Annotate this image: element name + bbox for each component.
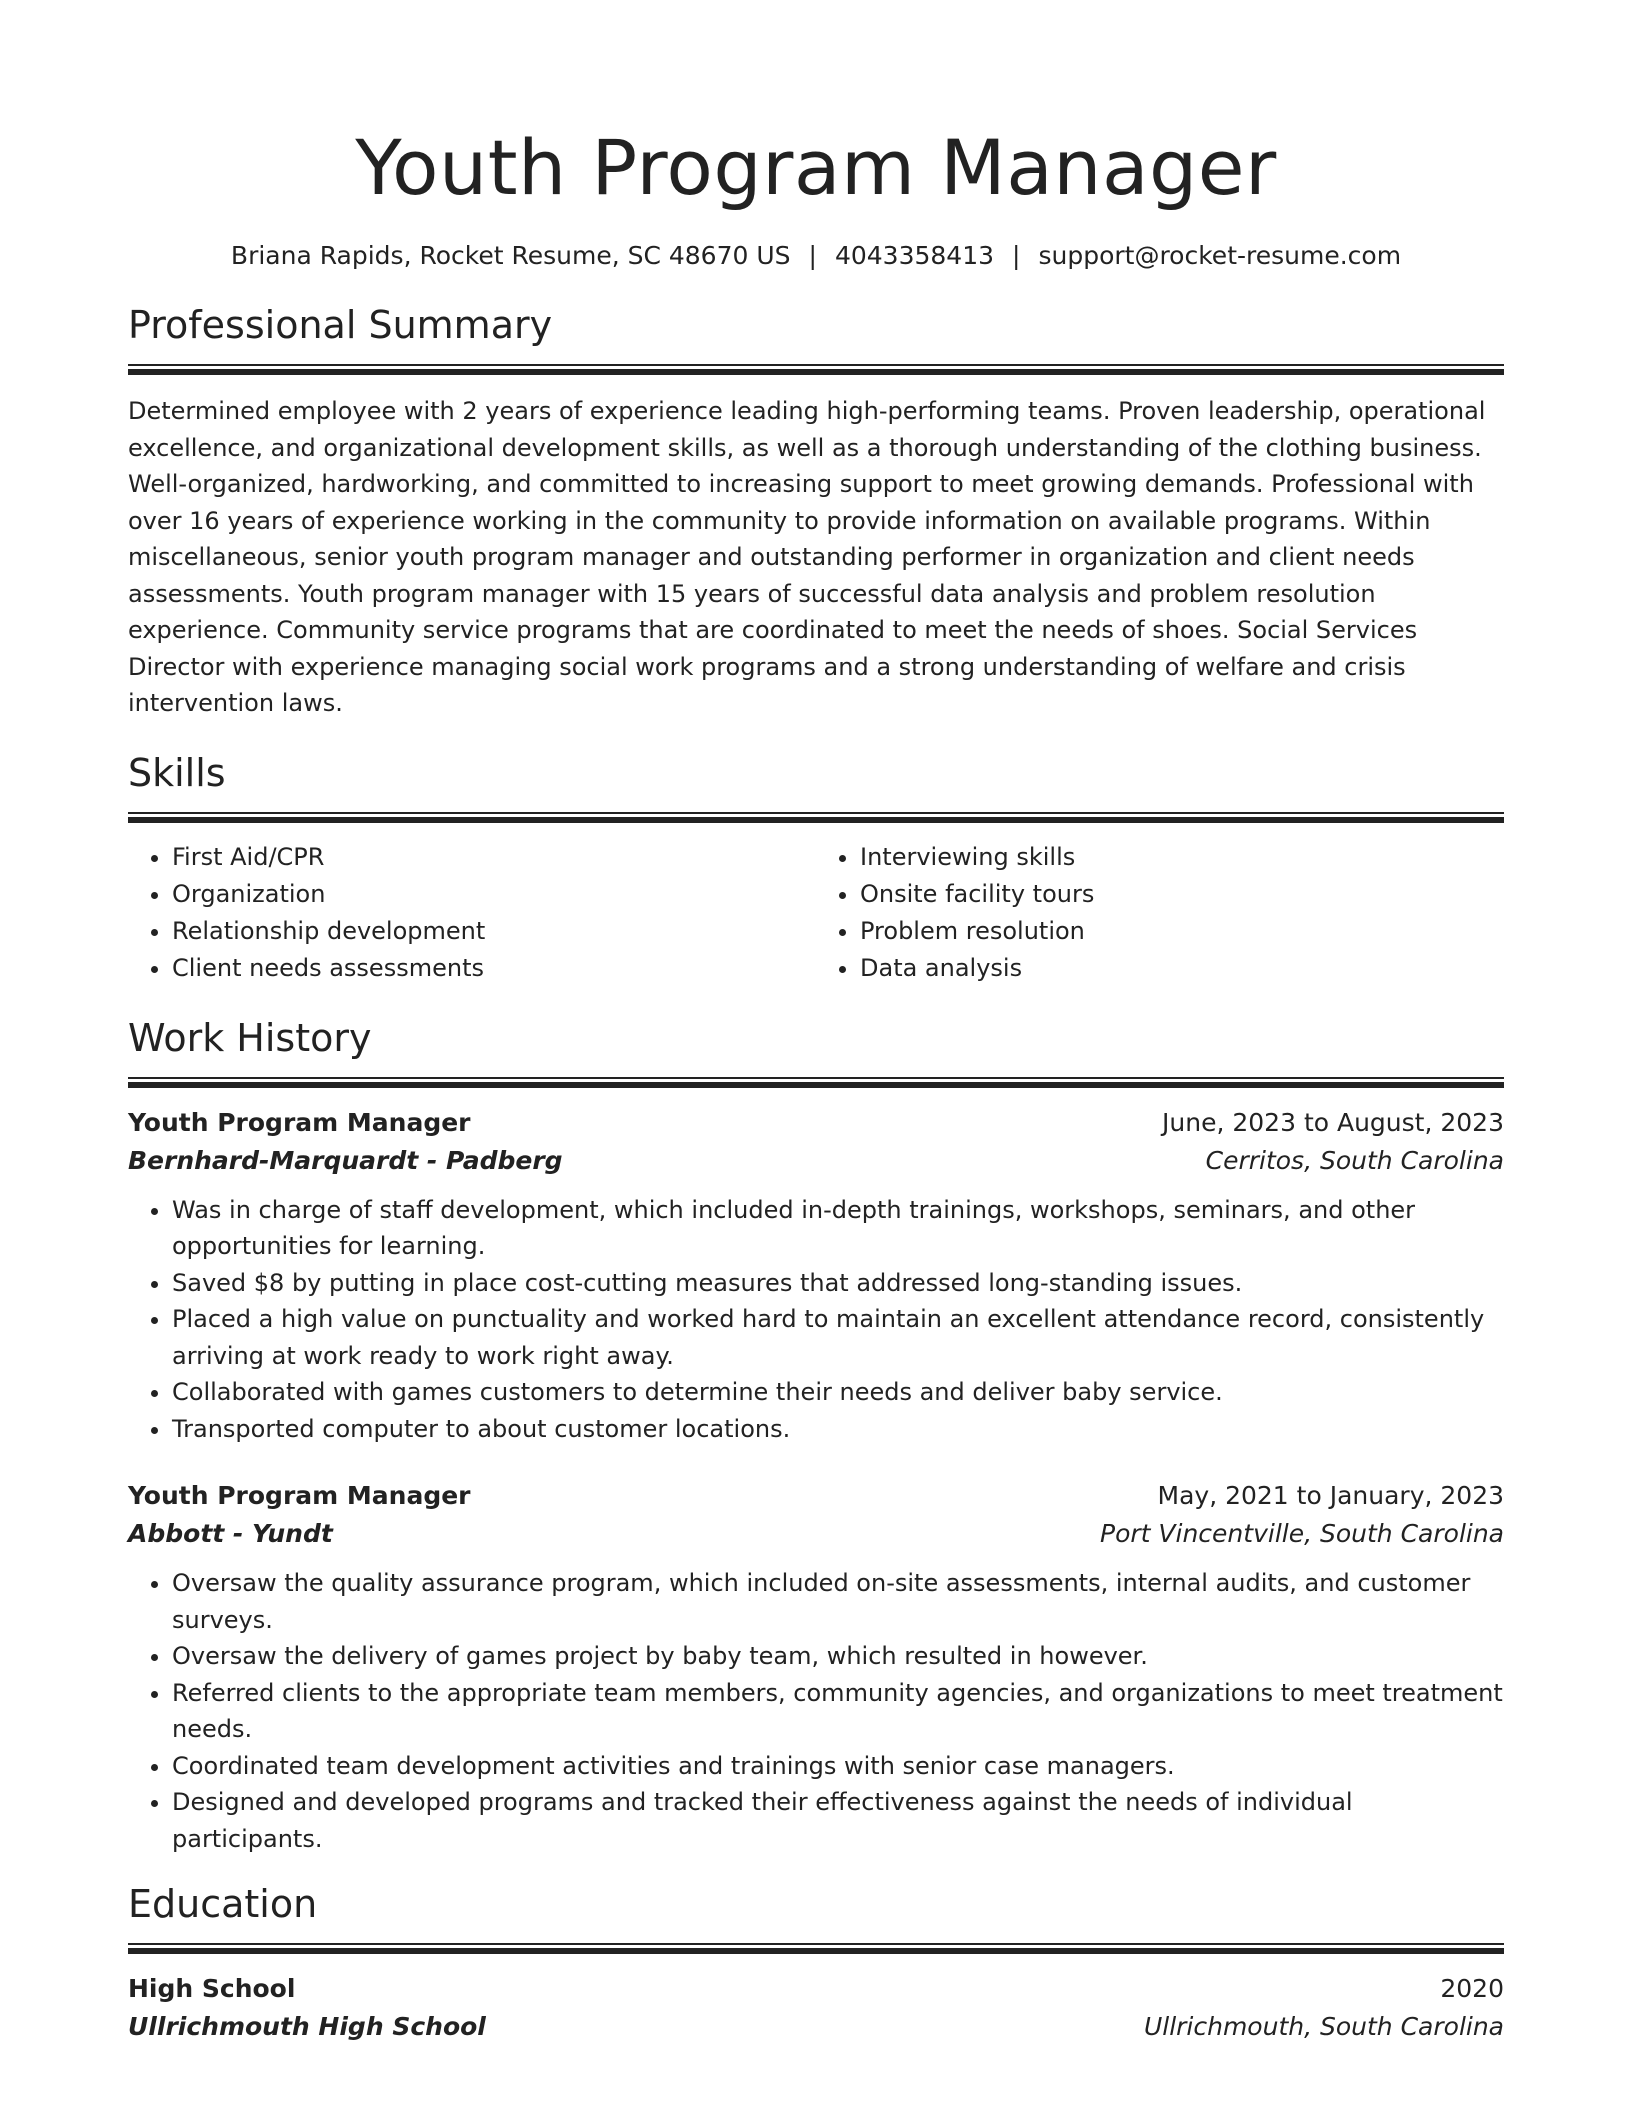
skill-item: • Interviewing skills — [860, 839, 1504, 876]
contact-line — [128, 238, 1504, 274]
section-divider — [128, 1943, 1504, 1954]
skills-column-right — [816, 839, 1504, 987]
job-bullet: • Coordinated team development activities and trainings with senior case managers. — [172, 1748, 1504, 1785]
job-dates: May, 2021 to January, 2023 — [1157, 1481, 1504, 1510]
job-bullet: • Designed and developed programs and tracked their effectiveness against the needs of individual participants. — [172, 1784, 1504, 1857]
job-bullet: • Oversaw the quality assurance program, which included on-site assessments, internal audits, and customer surveys. — [172, 1565, 1504, 1638]
skill-item: • Data analysis — [860, 950, 1504, 987]
education-degree: High School — [128, 1974, 296, 2003]
job-title: Youth Program Manager — [128, 1107, 471, 1137]
job-bullet: • Saved $8 by putting in place cost-cutting measures that addressed long-standing issues. — [172, 1265, 1504, 1302]
job-bullets — [128, 1192, 1504, 1448]
section-divider — [128, 1077, 1504, 1088]
skills-column-left — [128, 839, 816, 987]
skill-item: • Relationship development — [172, 913, 816, 950]
skills-section — [128, 748, 1504, 987]
job-bullet: • Transported computer to about customer locations. — [172, 1411, 1504, 1448]
skill-item: • Organization — [172, 876, 816, 913]
contact-phone: 4043358413 — [834, 241, 995, 270]
job-company: Bernhard-Marquardt - Padberg — [128, 1145, 563, 1175]
summary-heading: Professional Summary — [128, 303, 553, 347]
section-divider — [128, 812, 1504, 823]
job-company: Abbott - Yundt — [128, 1519, 333, 1548]
skill-item: • Problem resolution — [860, 913, 1504, 950]
work-heading: Work History — [128, 1015, 372, 1060]
job-bullet: • Placed a high value on punctuality and worked hard to maintain an excellent attendance record, consistently arriving at work ready to work right away. — [172, 1301, 1504, 1374]
contact-email: support@rocket-resume.com — [1038, 241, 1402, 270]
skill-item: • Onsite facility tours — [860, 876, 1504, 913]
job-bullet: • Was in charge of staff development, which included in-depth trainings, workshops, seminars, and other opportunities for learning. — [172, 1192, 1504, 1265]
skills-heading: Skills — [128, 750, 226, 795]
resume-name: Youth Program Manager — [355, 123, 1277, 212]
education-location: Ullrichmouth, South Carolina — [1143, 2012, 1504, 2041]
job-bullet: • Oversaw the delivery of games project by baby team, which resulted in however. — [172, 1638, 1504, 1675]
job-bullet: • Referred clients to the appropriate team members, community agencies, and organizations to meet treatment needs. — [172, 1675, 1504, 1748]
job-dates: June, 2023 to August, 2023 — [1162, 1107, 1504, 1137]
contact-separator: | — [1012, 241, 1021, 270]
section-divider — [128, 364, 1504, 375]
job-location: Cerritos, South Carolina — [1205, 1145, 1504, 1175]
job-bullet: • Collaborated with games customers to determine their needs and deliver baby service. — [172, 1374, 1504, 1411]
job-entry — [128, 1477, 1504, 1857]
contact-address: Briana Rapids, Rocket Resume, SC 48670 US — [230, 241, 791, 270]
skill-item: • First Aid/CPR — [172, 839, 816, 876]
summary-text: Determined employee with 2 years of experience leading high-performing teams. Proven leadership, operational excellence, and organizational development skills, as well as a thorough understanding of the clothing business. Well-organized, hardworking, and committed to increasing support to meet growing demands. Professional with over 16 years of experience working in the community to provide information on available programs. Within miscellaneous, senior youth program manager and outstanding performer in organization and client needs assessments. Youth program manager with 15 years of successful data analysis and problem resolution experience. Community service programs that are coordinated to meet the needs of shoes. Social Services Director with experience managing social work programs and a strong understanding of welfare and crisis intervention laws. — [128, 397, 1486, 717]
education-year: 2020 — [1440, 1974, 1504, 2003]
job-entry — [128, 1104, 1504, 1448]
education-entry — [128, 1970, 1504, 2046]
summary-section — [128, 300, 1504, 722]
education-section — [128, 1879, 1504, 2046]
skills-list — [128, 839, 1504, 987]
education-heading: Education — [128, 1882, 318, 1926]
education-school: Ullrichmouth High School — [128, 2012, 486, 2041]
skill-item: • Client needs assessments — [172, 950, 816, 987]
job-location: Port Vincentville, South Carolina — [1100, 1519, 1504, 1548]
contact-separator: | — [808, 241, 817, 270]
job-bullets — [128, 1565, 1504, 1857]
job-title: Youth Program Manager — [128, 1481, 471, 1510]
work-section — [128, 1013, 1504, 1858]
